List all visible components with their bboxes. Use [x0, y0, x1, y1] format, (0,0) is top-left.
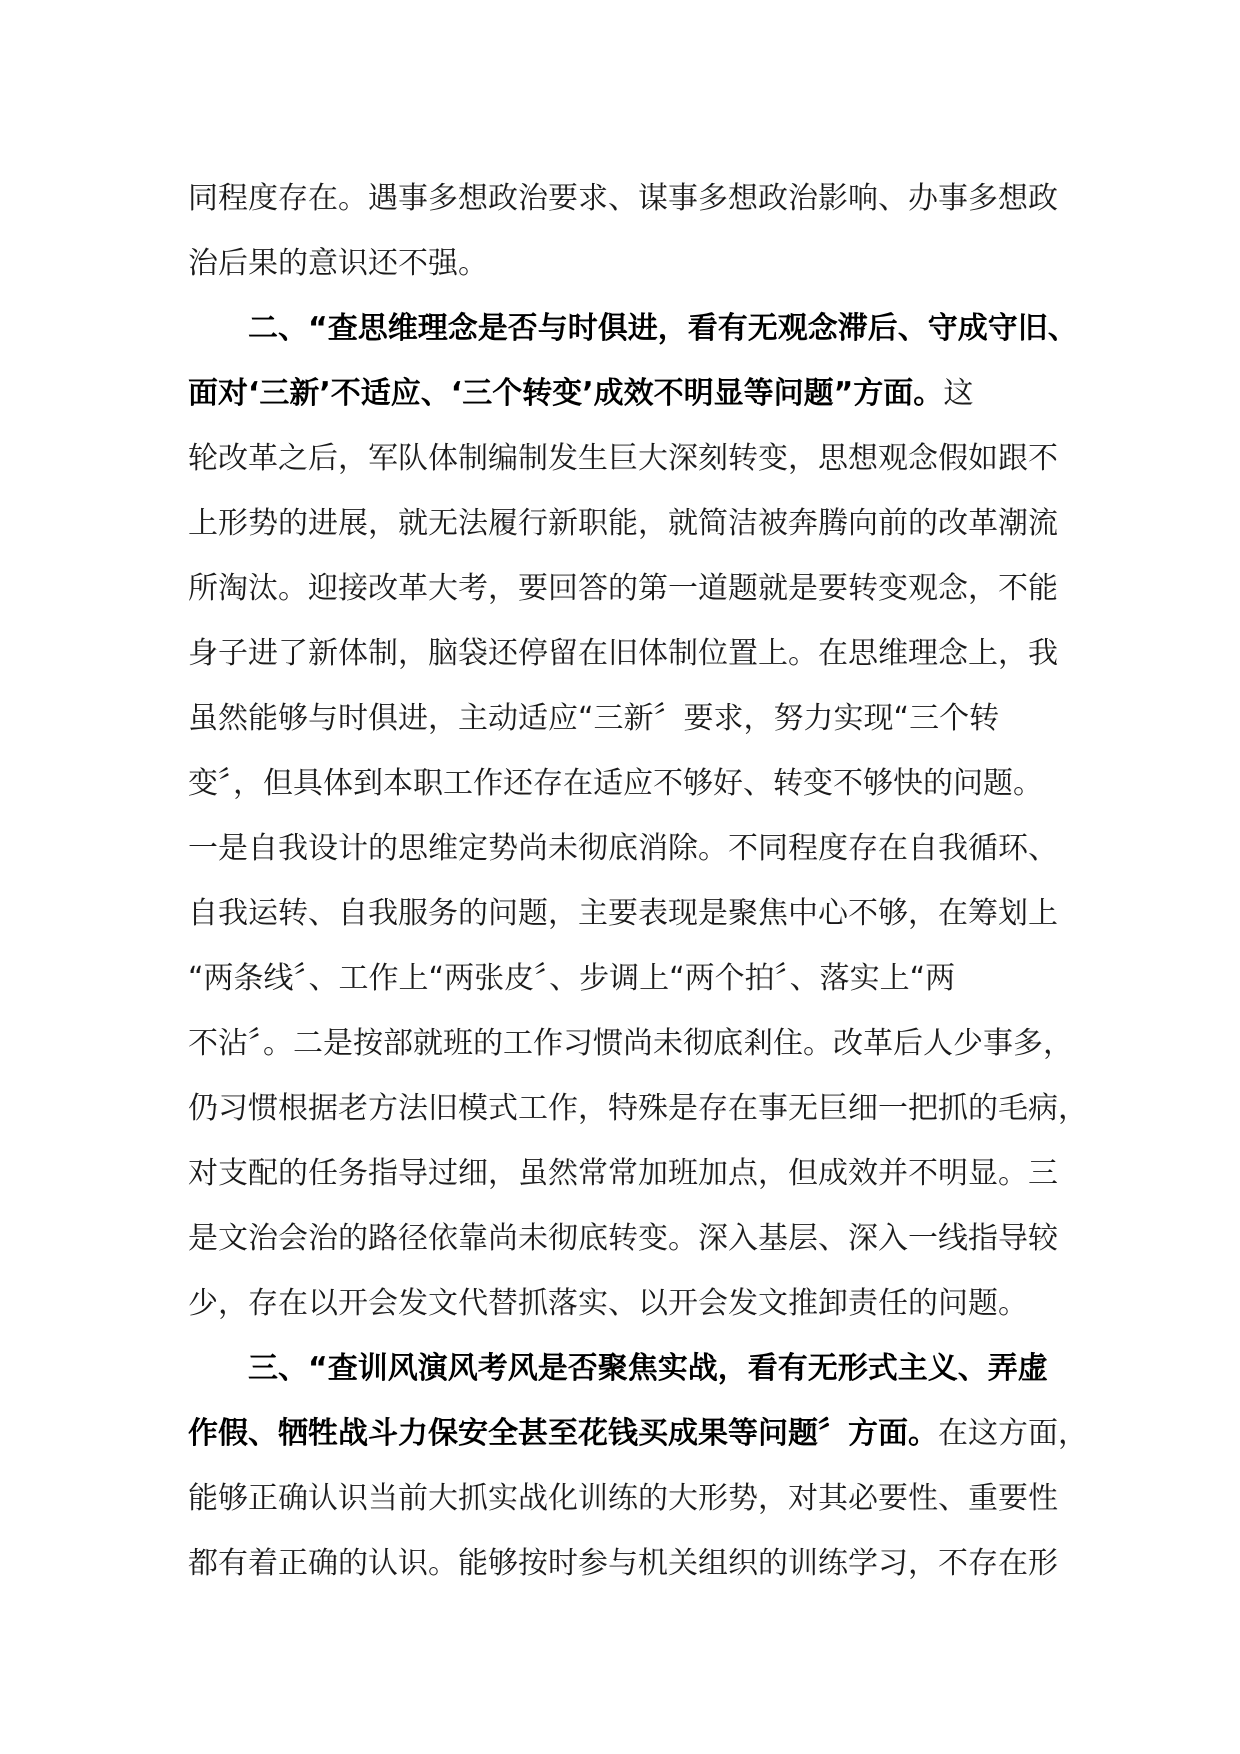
body-text: 自我运转、自我服务的问题，主要表现是聚焦中心不够，在筹划上 — [188, 896, 1058, 931]
body-text: 能够正确认识当前大抓实战化训练的大形势，对其必要性、重要性 — [188, 1481, 1058, 1516]
body-text: 这 — [943, 376, 974, 411]
bold-heading-text: 面对‘三新’不适应、‘三个转变’成效不明显等问题”方面。 — [188, 376, 944, 411]
paragraph — [188, 296, 1088, 1336]
text-line — [188, 361, 1088, 426]
text-line — [188, 426, 1088, 491]
body-text: 在这方面， — [938, 1416, 1088, 1451]
text-line — [188, 621, 1088, 686]
body-text: 所淘汰。迎接改革大考，要回答的第一道题就是要转变观念，不能 — [188, 571, 1058, 606]
body-text: 变〞，但具体到本职工作还存在适应不够好、转变不够快的问题。 — [188, 766, 1043, 801]
text-line — [188, 686, 1088, 751]
bold-heading-text: 作假、牺牲战斗力保安全甚至花钱买成果等问题〞方面。 — [188, 1416, 938, 1451]
body-text: 都有着正确的认识。能够按时参与机关组织的训练学习，不存在形 — [188, 1546, 1058, 1581]
document-body — [188, 166, 1088, 1596]
text-line — [188, 881, 1088, 946]
text-line — [188, 296, 1088, 361]
body-text: 虽然能够与时俱进，主动适应“三新〞要求，努力实现“三个转 — [188, 701, 1000, 736]
bold-heading-text: 三、“查训风演风考风是否聚焦实战，看有无形式主义、弄虚 — [248, 1351, 1048, 1386]
body-text: 是文治会治的路径依靠尚未彻底转变。深入基层、深入一线指导较 — [188, 1221, 1058, 1256]
body-text: 同程度存在。遇事多想政治要求、谋事多想政治影响、办事多想政 — [188, 181, 1058, 216]
paragraph — [188, 1336, 1088, 1596]
text-line — [188, 1206, 1088, 1271]
bold-heading-text: 二、“查思维理念是否与时俱进，看有无观念滞后、守成守旧、 — [248, 311, 1078, 346]
body-text: “两条线〞、工作上“两张皮〞、步调上“两个拍〞、落实上“两 — [188, 961, 956, 996]
text-line — [188, 491, 1088, 556]
text-line — [188, 1271, 1088, 1336]
text-line — [188, 166, 1088, 231]
text-line — [188, 1011, 1088, 1076]
text-line — [188, 1076, 1088, 1141]
text-line — [188, 946, 1088, 1011]
paragraph — [188, 166, 1088, 296]
body-text: 上形势的进展，就无法履行新职能，就简洁被奔腾向前的改革潮流 — [188, 506, 1058, 541]
text-line — [188, 751, 1088, 816]
body-text: 对支配的任务指导过细，虽然常常加班加点，但成效并不明显。三 — [188, 1156, 1058, 1191]
body-text: 一是自我设计的思维定势尚未彻底消除。不同程度存在自我循环、 — [188, 831, 1058, 866]
text-line — [188, 1141, 1088, 1206]
body-text: 身子进了新体制，脑袋还停留在旧体制位置上。在思维理念上，我 — [188, 636, 1058, 671]
text-line — [188, 1336, 1088, 1401]
body-text: 少，存在以开会发文代替抓落实、以开会发文推卸责任的问题。 — [188, 1286, 1028, 1321]
text-line — [188, 1466, 1088, 1531]
text-line — [188, 1401, 1088, 1466]
body-text: 不沾〞。二是按部就班的工作习惯尚未彻底剎住。改革后人少事多， — [188, 1026, 1073, 1061]
text-line — [188, 1531, 1088, 1596]
body-text: 仍习惯根据老方法旧模式工作，特殊是存在事无巨细一把抓的毛病， — [188, 1091, 1088, 1126]
text-line — [188, 816, 1088, 881]
body-text: 轮改革之后，军队体制编制发生巨大深刻转变，思想观念假如跟不 — [188, 441, 1058, 476]
text-line — [188, 231, 1088, 296]
body-text: 治后果的意识还不强。 — [188, 246, 488, 281]
text-line — [188, 556, 1088, 621]
